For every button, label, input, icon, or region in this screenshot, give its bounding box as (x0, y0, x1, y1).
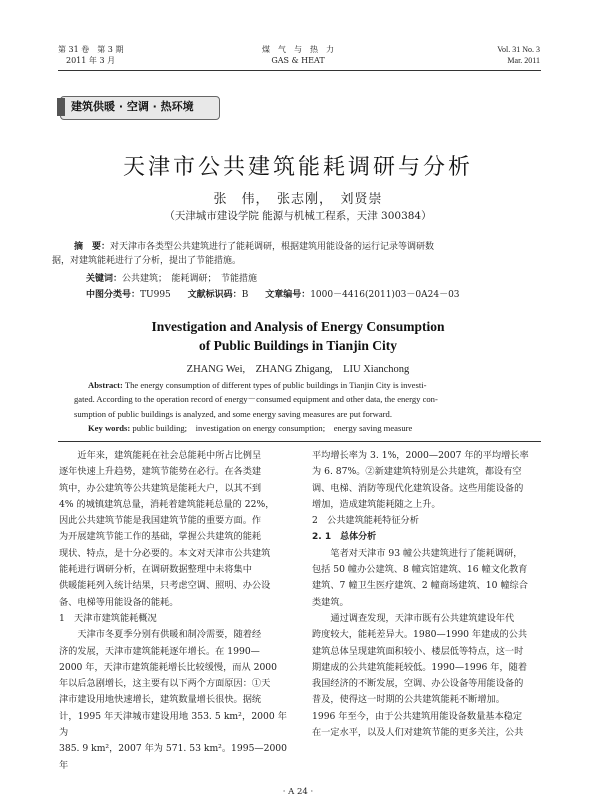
body-line: 为 6. 87%。②新建建筑特别是公共建筑，都设有空 (312, 466, 522, 478)
clc-label: 中图分类号： (86, 290, 141, 300)
body-line: 建筑总体呈现建筑面积较小、楼层低等特点，这一时 (312, 645, 524, 657)
intro-line: 因此公共建筑节能是我国建筑节能的重要方面。作 (59, 515, 262, 527)
body-line: 2000 年，天津市建筑能耗增长比较缓慢，而从 2000 (59, 661, 277, 673)
right-column (312, 448, 540, 741)
section-tag (57, 92, 225, 122)
body-line: 1996 年至今，由于公共建筑用能设备数量基本稳定 (312, 710, 523, 722)
page-number: · A 24 · (282, 787, 314, 797)
intro-line: 供暖能耗列入统计结果，只考虑空调、照明、办公设 (59, 580, 271, 592)
affiliation-cn: （天津城市建设学院 能源与机械工程系，天津 300384） (164, 210, 432, 222)
body-line: 笔者对天津市 93 幢公共建筑进行了能耗调研， (330, 547, 523, 559)
body-line: 跨度较大，能耗差异大。1980—1990 年建成的公共 (312, 629, 528, 641)
header-volume: 第 31 卷 第 3 期 (58, 45, 124, 54)
abstract-cn-label: 摘 要： (74, 242, 111, 252)
subsection-heading: 2. 1 总体分析 (312, 532, 377, 543)
article-no-label: 文章编号： (265, 290, 311, 300)
section-heading: 2 公共建筑能耗特征分析 (312, 515, 419, 527)
article-title-en-line2: of Public Buildings in Tianjin City (199, 338, 397, 353)
abstract-en-line1: The energy consumption of different types of public buildings in Tianjin City is investi- (124, 380, 427, 390)
header-rule (58, 70, 541, 71)
authors-en: ZHANG Wei, ZHANG Zhigang, LIU Xianchong (186, 364, 410, 375)
abstract-cn-line1: 对天津市各类型公共建筑进行了能耗调研，根据建筑用能设备的运行记录等调研数 (110, 242, 435, 252)
body-line: 调、电梯、消防等现代化建筑设备。这些用能设备的 (312, 482, 524, 494)
abstract-cn-line2: 据，对建筑能耗进行了分析，提出了节能措施。 (52, 256, 242, 266)
clc-value: TU995 (140, 290, 171, 300)
body-line: 济的发展，天津市建筑能耗逐年增长。在 1990— (59, 645, 260, 657)
abstract-cn (52, 240, 534, 268)
body-line: 在一定水平，以及人们对建筑节能的更多关注，公共 (312, 727, 524, 739)
left-column (59, 448, 287, 774)
intro-line: 4% 的城镇建筑总量，消耗着建筑能耗总量的 22%， (59, 498, 275, 510)
keywords-cn (86, 272, 257, 286)
body-line: 通过调查发现，天津市既有公共建筑建设年代 (330, 612, 515, 624)
body-line: 计，1995 年天津城市建设用地 353. 5 km²，2000 年为 (59, 710, 287, 739)
header-journal-en: GAS & HEAT (271, 56, 325, 65)
abstract-rule (58, 441, 541, 442)
body-line: 津市建设用地快速增长，建筑数量增长很快。据统 (59, 694, 262, 706)
article-no-value: 1000－4416(2011)03－0A24－03 (310, 290, 460, 300)
section-heading: 1 天津市建筑能耗概况 (59, 612, 157, 624)
abstract-en-line2: gated. According to the operation record of energy－consumed equipment and other data, the energy con- (74, 394, 438, 405)
body-line: 类建筑。 (312, 596, 349, 608)
intro-line: 为开展建筑节能工作的基础，掌握公共建筑的能耗 (59, 531, 262, 543)
section-tag-marker (57, 98, 65, 116)
body-line: 我国经济的不断发展，空调、办公设备等用能设备的 (312, 678, 524, 690)
section-tag-label: 建筑供暖 · 空调 · 热环境 (71, 100, 194, 113)
keywords-cn-text: 公共建筑； 能耗调研； 节能措施 (122, 274, 258, 284)
keywords-cn-label: 关键词： (86, 274, 123, 284)
header-volume-en (497, 44, 540, 66)
doc-code-label: 文献标识码： (187, 290, 242, 300)
body-line: 增加，造成建筑能耗随之上升。 (312, 498, 441, 510)
abstract-en-line3: sumption of public buildings is analyzed, and some energy saving measures are put forward. (74, 408, 392, 419)
doc-code-value: B (241, 290, 249, 300)
keywords-en-text: public building; investigation on energy consumption; energy saving measure (132, 423, 413, 434)
header-date-en: Mar. 2011 (507, 56, 540, 65)
article-title-en-line1: Investigation and Analysis of Energy Consumption (151, 319, 445, 334)
header-date: 2011 年 3 月 (66, 56, 116, 65)
authors-cn: 张 伟， 张志刚， 刘贤崇 (213, 192, 383, 207)
body-line: 385. 9 km²，2007 年为 571. 53 km²。1995—2000 年 (59, 743, 287, 771)
article-title-cn: 天津市公共建筑能耗调研与分析 (122, 155, 473, 180)
intro-line: 能耗进行调研分析，在调研数据整理中未将集中 (59, 564, 252, 576)
intro-line: 筑中，办公建筑等公共建筑是能耗大户，以其不到 (59, 482, 262, 494)
body-line: 建筑、7 幢卫生医疗建筑、2 幢商场建筑、10 幢综合 (312, 580, 528, 592)
header-vol-en: Vol. 31 No. 3 (497, 45, 540, 54)
body-line: 包括 50 幢办公建筑、8 幢宾馆建筑、16 幢文化教育 (312, 564, 528, 576)
abstract-en-label: Abstract: (88, 380, 123, 390)
body-line: 天津市冬夏季分别有供暖和制冷需要，随着经 (77, 629, 262, 641)
abstract-en (74, 378, 534, 436)
intro-line: 近年来，建筑能耗在社会总能耗中所占比例呈 (77, 450, 262, 461)
classification-line (86, 288, 460, 302)
intro-line: 逐年快速上升趋势，建筑节能势在必行。在各类建 (59, 466, 262, 478)
header-journal-cn: 煤 气 与 热 力 (262, 45, 334, 54)
intro-line: 备、电梯等用能设备的能耗。 (59, 596, 179, 608)
intro-line: 现状、特点，是十分必要的。本文对天津市公共建筑 (59, 547, 271, 559)
body-line: 年以后急剧增长，这主要有以下两个方面原因：①天 (59, 678, 271, 690)
body-line: 期建成的公共建筑能耗较低。1990—1996 年，随着 (312, 661, 528, 673)
keywords-en-label: Key words: (88, 423, 131, 434)
body-line: 平均增长率为 3. 1%，2000—2007 年的平均增长率 (312, 450, 529, 461)
body-line: 普及，使得这一时期的公共建筑能耗不断增加。 (312, 694, 505, 706)
